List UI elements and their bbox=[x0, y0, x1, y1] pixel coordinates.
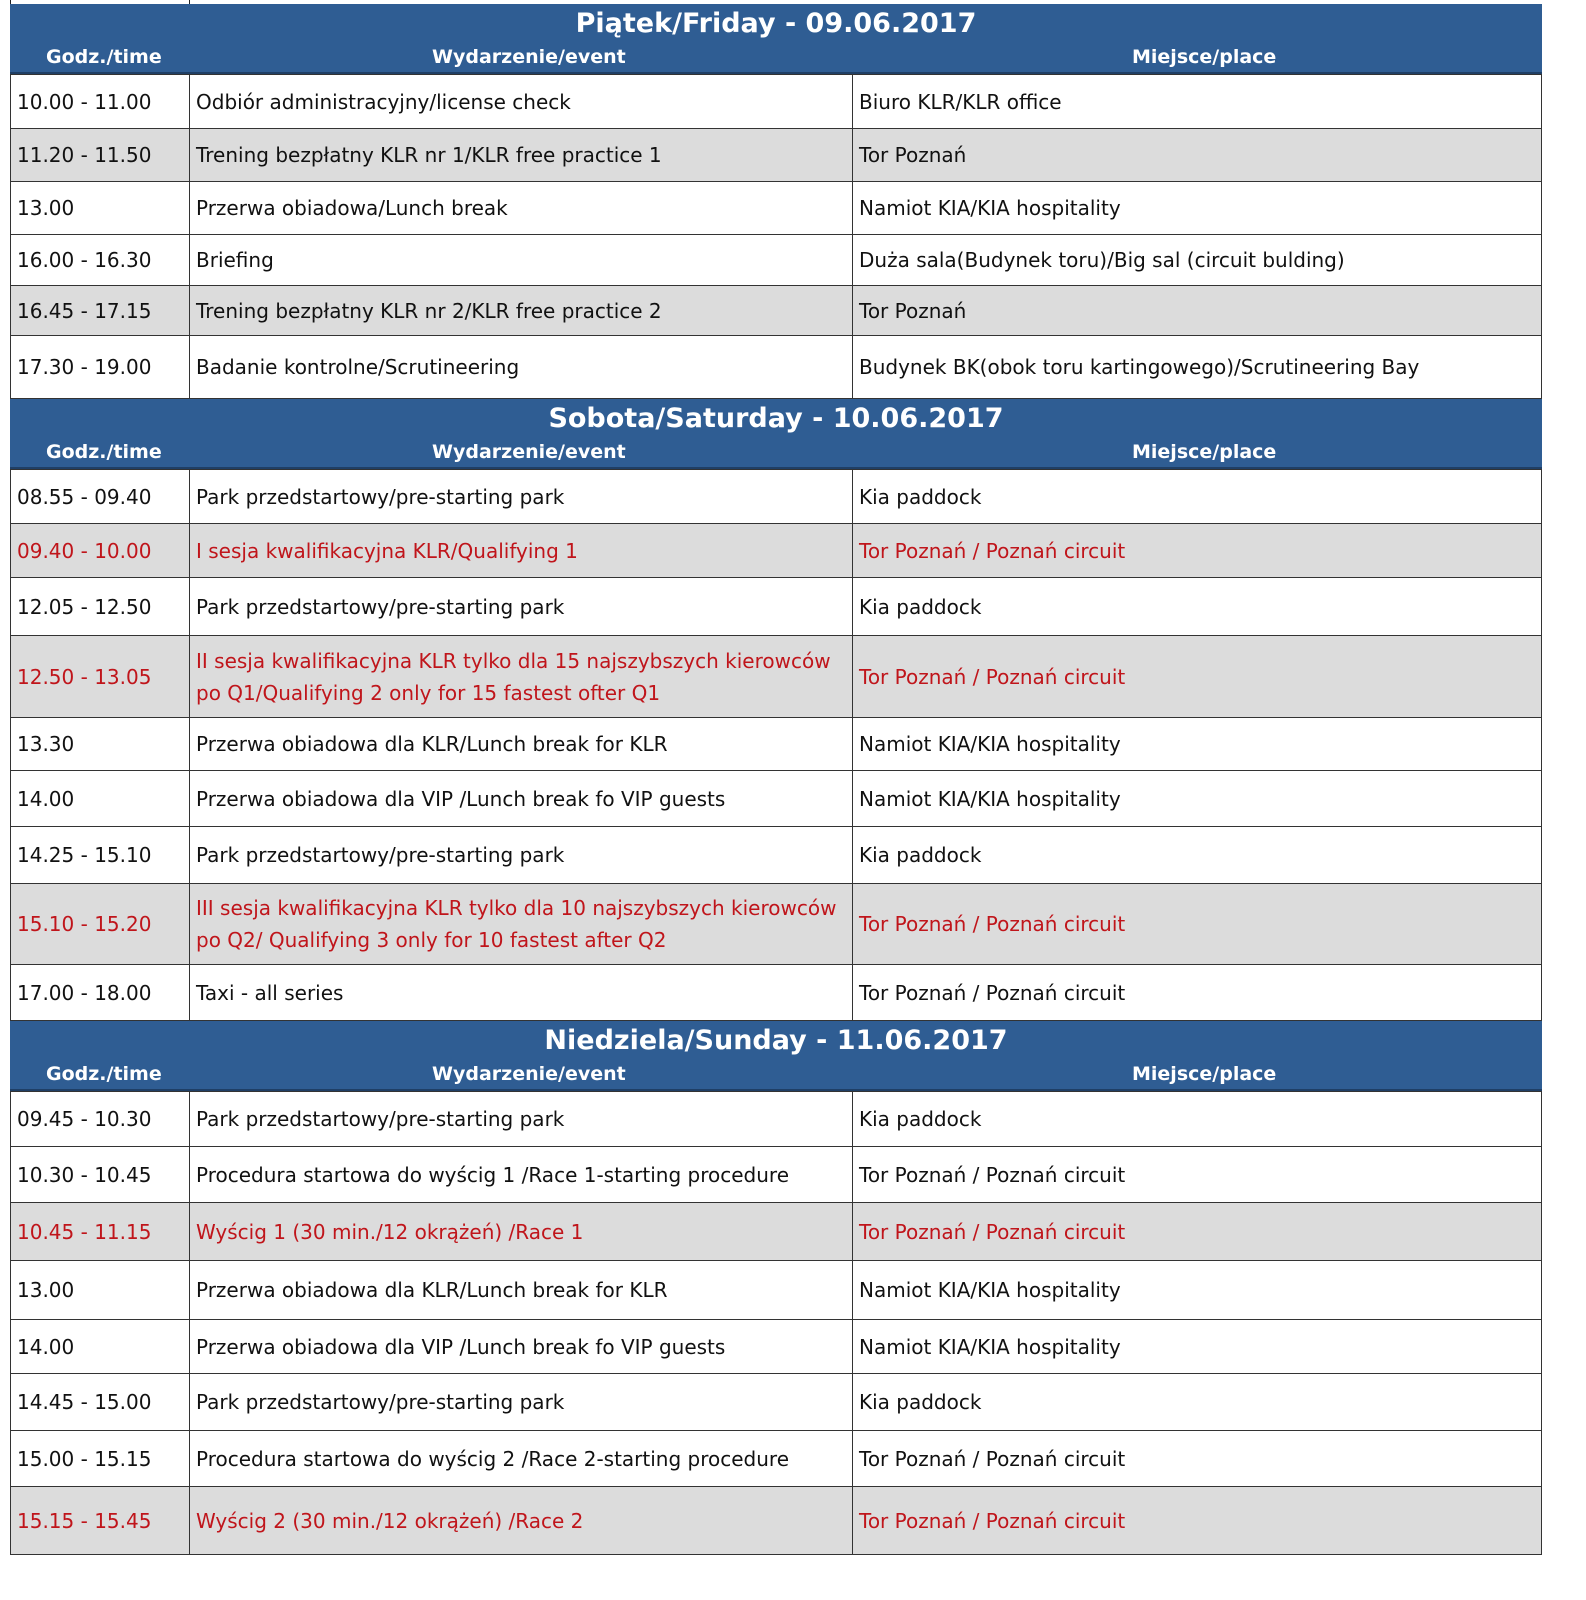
time-cell: 10.00 - 11.00 bbox=[11, 75, 190, 129]
table-row bbox=[11, 470, 1542, 524]
place-cell: Tor Poznań / Poznań circuit bbox=[853, 1147, 1542, 1203]
table-row bbox=[11, 1431, 1542, 1487]
event-cell: Przerwa obiadowa/Lunch break bbox=[190, 182, 853, 235]
day-section bbox=[10, 4, 1542, 399]
column-header-time: Godz./time bbox=[46, 441, 162, 463]
time-cell: 13.30 bbox=[11, 718, 190, 771]
table-row bbox=[11, 182, 1542, 235]
time-cell: 14.00 bbox=[11, 771, 190, 827]
table-row bbox=[11, 578, 1542, 636]
event-cell: Park przedstartowy/pre-starting park bbox=[190, 1374, 853, 1431]
day-section bbox=[10, 399, 1542, 1021]
event-cell: Park przedstartowy/pre-starting park bbox=[190, 470, 853, 524]
day-header bbox=[10, 1021, 1542, 1091]
place-cell: Budynek BK(obok toru kartingowego)/Scrutineering Bay bbox=[853, 336, 1542, 399]
table-row bbox=[11, 718, 1542, 771]
event-cell: Procedura startowa do wyścig 1 /Race 1-starting procedure bbox=[190, 1147, 853, 1203]
table-row bbox=[11, 524, 1542, 578]
time-cell: 11.20 - 11.50 bbox=[11, 129, 190, 182]
event-cell: Park przedstartowy/pre-starting park bbox=[190, 1092, 853, 1147]
place-cell: Tor Poznań / Poznań circuit bbox=[853, 636, 1542, 718]
event-cell: Procedura startowa do wyścig 2 /Race 2-starting procedure bbox=[190, 1431, 853, 1487]
schedule-table bbox=[10, 74, 1542, 399]
time-cell: 16.45 - 17.15 bbox=[11, 286, 190, 336]
event-cell: Briefing bbox=[190, 235, 853, 286]
table-row bbox=[11, 286, 1542, 336]
column-header-time: Godz./time bbox=[46, 46, 162, 68]
event-cell: Odbiór administracyjny/license check bbox=[190, 75, 853, 129]
time-cell: 14.45 - 15.00 bbox=[11, 1374, 190, 1431]
place-cell: Namiot KIA/KIA hospitality bbox=[853, 1261, 1542, 1320]
table-row bbox=[11, 884, 1542, 965]
table-row bbox=[11, 75, 1542, 129]
table-row bbox=[11, 1092, 1542, 1147]
time-cell: 14.00 bbox=[11, 1320, 190, 1374]
column-headers bbox=[10, 1059, 1542, 1089]
day-section bbox=[10, 1021, 1542, 1555]
table-row bbox=[11, 636, 1542, 718]
place-cell: Kia paddock bbox=[853, 470, 1542, 524]
event-cell: Taxi - all series bbox=[190, 965, 853, 1021]
time-cell: 12.05 - 12.50 bbox=[11, 578, 190, 636]
time-cell: 10.30 - 10.45 bbox=[11, 1147, 190, 1203]
place-cell: Tor Poznań / Poznań circuit bbox=[853, 1487, 1542, 1555]
column-header-time: Godz./time bbox=[46, 1063, 162, 1085]
table-row bbox=[11, 336, 1542, 399]
column-header-place: Miejsce/place bbox=[1132, 1063, 1277, 1085]
time-cell: 14.25 - 15.10 bbox=[11, 827, 190, 884]
event-cell: II sesja kwalifikacyjna KLR tylko dla 15 najszybszych kierowców po Q1/Qualifying 2 only for 15 fastest ofter Q1 bbox=[190, 636, 853, 718]
time-cell: 16.00 - 16.30 bbox=[11, 235, 190, 286]
event-cell: Przerwa obiadowa dla KLR/Lunch break for KLR bbox=[190, 1261, 853, 1320]
table-row bbox=[11, 1374, 1542, 1431]
table-row bbox=[11, 827, 1542, 884]
place-cell: Tor Poznań / Poznań circuit bbox=[853, 1203, 1542, 1261]
column-header-event: Wydarzenie/event bbox=[432, 1063, 626, 1085]
place-cell: Namiot KIA/KIA hospitality bbox=[853, 771, 1542, 827]
event-cell: Trening bezpłatny KLR nr 1/KLR free practice 1 bbox=[190, 129, 853, 182]
top-table-edge bbox=[10, 0, 1542, 4]
place-cell: Kia paddock bbox=[853, 827, 1542, 884]
place-cell: Tor Poznań bbox=[853, 286, 1542, 336]
time-cell: 09.40 - 10.00 bbox=[11, 524, 190, 578]
event-cell: Wyścig 2 (30 min./12 okrążeń) /Race 2 bbox=[190, 1487, 853, 1555]
time-cell: 17.00 - 18.00 bbox=[11, 965, 190, 1021]
event-cell: I sesja kwalifikacyjna KLR/Qualifying 1 bbox=[190, 524, 853, 578]
table-row bbox=[11, 1320, 1542, 1374]
table-row bbox=[11, 235, 1542, 286]
day-title: Piątek/Friday - 09.06.2017 bbox=[575, 8, 977, 39]
column-header-place: Miejsce/place bbox=[1132, 441, 1277, 463]
place-cell: Kia paddock bbox=[853, 1374, 1542, 1431]
event-cell: Przerwa obiadowa dla VIP /Lunch break fo VIP guests bbox=[190, 771, 853, 827]
place-cell: Tor Poznań / Poznań circuit bbox=[853, 965, 1542, 1021]
table-row bbox=[11, 1261, 1542, 1320]
place-cell: Tor Poznań bbox=[853, 129, 1542, 182]
table-row bbox=[11, 1487, 1542, 1555]
table-row bbox=[11, 129, 1542, 182]
event-cell: Badanie kontrolne/Scrutineering bbox=[190, 336, 853, 399]
column-headers bbox=[10, 437, 1542, 467]
column-header-event: Wydarzenie/event bbox=[432, 46, 626, 68]
schedule-document bbox=[10, 0, 1542, 1555]
table-row bbox=[11, 1147, 1542, 1203]
time-cell: 12.50 - 13.05 bbox=[11, 636, 190, 718]
column-header-place: Miejsce/place bbox=[1132, 46, 1277, 68]
day-header bbox=[10, 399, 1542, 469]
time-cell: 15.00 - 15.15 bbox=[11, 1431, 190, 1487]
schedule-days bbox=[10, 4, 1542, 1555]
event-cell: Park przedstartowy/pre-starting park bbox=[190, 578, 853, 636]
place-cell: Duża sala(Budynek toru)/Big sal (circuit bulding) bbox=[853, 235, 1542, 286]
event-cell: Park przedstartowy/pre-starting park bbox=[190, 827, 853, 884]
place-cell: Tor Poznań / Poznań circuit bbox=[853, 884, 1542, 965]
column-headers bbox=[10, 42, 1542, 72]
time-cell: 08.55 - 09.40 bbox=[11, 470, 190, 524]
place-cell: Tor Poznań / Poznań circuit bbox=[853, 1431, 1542, 1487]
place-cell: Namiot KIA/KIA hospitality bbox=[853, 1320, 1542, 1374]
schedule-table bbox=[10, 1091, 1542, 1555]
place-cell: Tor Poznań / Poznań circuit bbox=[853, 524, 1542, 578]
place-cell: Namiot KIA/KIA hospitality bbox=[853, 182, 1542, 235]
time-cell: 13.00 bbox=[11, 1261, 190, 1320]
day-header bbox=[10, 4, 1542, 74]
table-row bbox=[11, 771, 1542, 827]
day-title: Niedziela/Sunday - 11.06.2017 bbox=[544, 1025, 1008, 1056]
column-header-event: Wydarzenie/event bbox=[432, 441, 626, 463]
event-cell: III sesja kwalifikacyjna KLR tylko dla 10 najszybszych kierowców po Q2/ Qualifying 3 only for 10 fastest after Q2 bbox=[190, 884, 853, 965]
place-cell: Namiot KIA/KIA hospitality bbox=[853, 718, 1542, 771]
time-cell: 17.30 - 19.00 bbox=[11, 336, 190, 399]
place-cell: Kia paddock bbox=[853, 578, 1542, 636]
event-cell: Trening bezpłatny KLR nr 2/KLR free practice 2 bbox=[190, 286, 853, 336]
time-cell: 10.45 - 11.15 bbox=[11, 1203, 190, 1261]
table-row bbox=[11, 1203, 1542, 1261]
place-cell: Kia paddock bbox=[853, 1092, 1542, 1147]
time-cell: 15.15 - 15.45 bbox=[11, 1487, 190, 1555]
event-cell: Przerwa obiadowa dla VIP /Lunch break fo VIP guests bbox=[190, 1320, 853, 1374]
schedule-table bbox=[10, 469, 1542, 1021]
event-cell: Wyścig 1 (30 min./12 okrążeń) /Race 1 bbox=[190, 1203, 853, 1261]
time-cell: 13.00 bbox=[11, 182, 190, 235]
event-cell: Przerwa obiadowa dla KLR/Lunch break for KLR bbox=[190, 718, 853, 771]
day-title: Sobota/Saturday - 10.06.2017 bbox=[548, 403, 1004, 434]
time-cell: 09.45 - 10.30 bbox=[11, 1092, 190, 1147]
place-cell: Biuro KLR/KLR office bbox=[853, 75, 1542, 129]
table-row bbox=[11, 965, 1542, 1021]
time-cell: 15.10 - 15.20 bbox=[11, 884, 190, 965]
